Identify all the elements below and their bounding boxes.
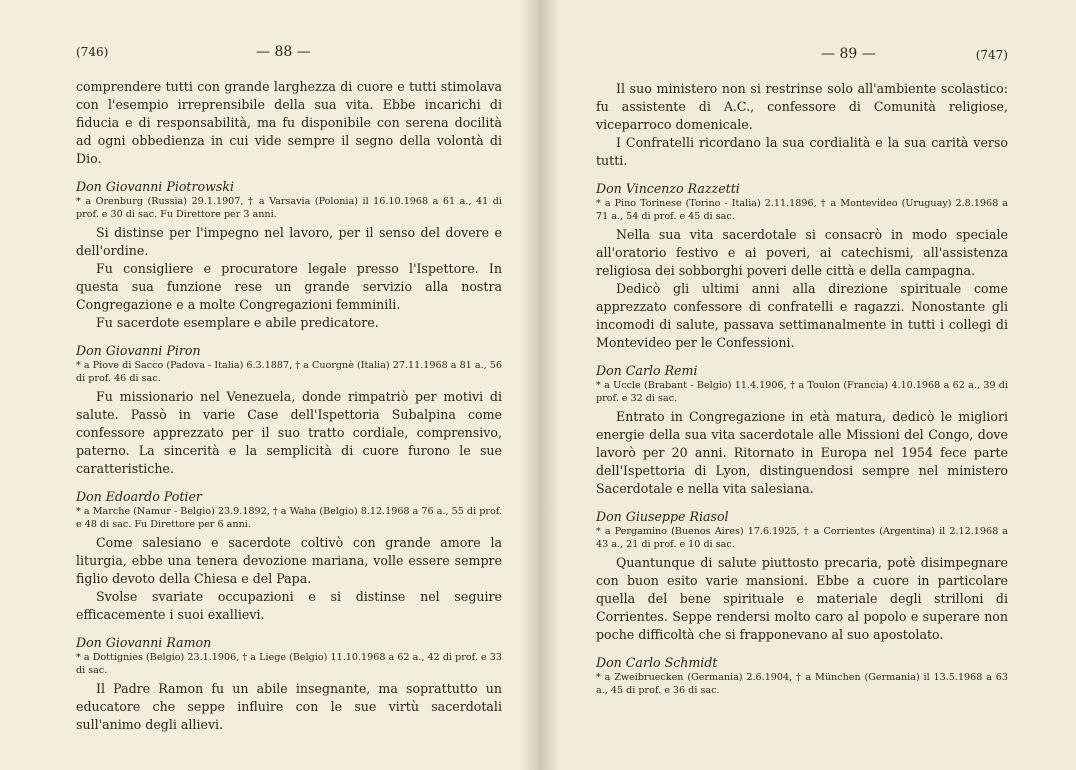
entry-bio: * a Dottignies (Belgio) 23.1.1906, † a Liege (Belgio) 11.10.1968 a 62 a., 42 di prof. e 33 di sac. [76,652,502,676]
obituary-entry [596,508,1008,644]
entry-paragraph: Entrato in Congregazione in età matura, dedicò le migliori energie della sua vita sacerdotale alle Missioni del Congo, dove lavorò per 20 anni. Ritornato in Europa nel 1954 fece parte dell'Ispettoria di Lyon, distinguendosi sempre nel ministero Sacerdotale e nella vita salesiana. [596,409,1008,496]
opening-paragraph: Il suo ministero non si restrinse solo all'ambiente scolastico: fu assistente di A.C., confessore di Comunità religiose, viceparroco domenicale. [596,81,1008,132]
entry-paragraph: Dedicò gli ultimi anni alla direzione spirituale come apprezzato confessore di confratelli e ragazzi. Nonostante gli incomodi di salute, passava settimanalmente in tutti i collegi di Montevideo per le Confessioni. [596,281,1008,350]
opening-paragraph: I Confratelli ricordano la sua cordialità e la sua carità verso tutti. [596,135,1008,168]
page-header [76,40,502,68]
entry-paragraph: Nella sua vita sacerdotale si consacrò in modo speciale all'oratorio festivo e ai poveri, ai catechismi, all'assistenza religiosa dei sobborghi poveri delle città e della campagna. [596,227,1008,278]
entry-name: Don Vincenzo Razzetti [596,181,740,196]
entry-bio: * a Orenburg (Russia) 29.1.1907, † a Varsavia (Polonia) il 16.10.1968 a 61 a., 41 di prof. e 30 di sac. Fu Direttore per 3 anni. [76,196,502,220]
entry-paragraph: Fu sacerdote esemplare e abile predicatore. [96,315,379,330]
entry-bio: * a Pergamino (Buenos Aires) 17.6.1925, † a Corrientes (Argentina) il 2.12.1968 a 43 a., 21 di prof. e 10 di sac. [596,526,1008,550]
entry-name: Don Carlo Schmidt [596,655,718,670]
entry-paragraph: Il Padre Ramon fu un abile insegnante, ma soprattutto un educatore che seppe influire con le sue virtù sacerdotali sull'animo degli allievi. [76,681,502,732]
entry-paragraph: Quantunque di salute piuttosto precaria, potè disimpegnare con buon esito varie mansioni. Ebbe a cuore in particolare quella del bene spirituale e materiale degli strilloni di Corrientes. Seppe rendersi molto caro al popolo e superare non poche difficoltà che si frapponevano al suo apostolato. [596,555,1008,642]
entry-paragraph: Come salesiano e sacerdote coltivò con grande amore la liturgia, ebbe una tenera devozione mariana, volle essere sempre figlio devoto della Chiesa e del Papa. [76,535,502,586]
obituary-entry [76,178,502,332]
entry-bio: * a Zweibruecken (Germania) 2.6.1904, † a München (Germania) il 13.5.1968 a 63 a., 45 di prof. e 36 di sac. [596,672,1008,696]
folio-number: — 89 — [821,46,876,62]
entry-bio: * a Uccle (Brabant - Belgio) 11.4.1906, † a Toulon (Francia) 4.10.1968 a 62 a., 39 di prof. e 32 di sac. [596,380,1008,404]
obituary-entry [596,362,1008,498]
folio-number: — 88 — [256,44,311,60]
opening-paragraph: comprendere tutti con grande larghezza di cuore e tutti stimolava con l'esempio irreprensibile della sua vita. Ebbe incarichi di fiducia e di responsabilità, ma fu disponibile con serena docilità ad ogni obbedienza in cui vide sempre il segno della volontà di Dio. [76,79,502,166]
obituary-entry [76,488,502,624]
page-body [76,78,502,734]
page-number: (747) [975,48,1008,62]
entry-name: Don Giuseppe Riasol [596,509,729,524]
entry-name: Don Giovanni Ramon [76,635,212,650]
entry-bio: * a Marche (Namur - Belgio) 23.9.1892, † a Waha (Belgio) 8.12.1968 a 76 a., 55 di prof. e 48 di sac. Fu Direttore per 6 anni. [76,506,502,530]
page-number: (746) [76,45,109,59]
obituary-entry [596,180,1008,352]
entry-paragraph: Fu consigliere e procuratore legale presso l'Ispettore. In questa sua funzione rese un grande servizio alla nostra Congregazione e a molte Congregazioni femminili. [76,261,502,312]
entry-name: Don Carlo Remi [596,363,698,378]
entry-paragraph: Svolse svariate occupazioni e si distinse nel seguire efficacemente i suoi exallievi. [76,589,502,622]
entry-bio: * a Piove di Sacco (Padova - Italia) 6.3.1887, † a Cuorgnè (Italia) 27.11.1968 a 81 a., 56 di prof. 46 di sac. [76,360,502,384]
entry-name: Don Giovanni Piotrowski [76,179,234,194]
obituary-entry [596,654,1008,697]
entry-paragraph: Fu missionario nel Venezuela, donde rimpatriò per motivi di salute. Passò in varie Case dell'Ispettoria Subalpina come confessore apprezzato per il suo tratto cordiale, comprensivo, paterno. La sincerità e la semplicità di cuore furono le sue caratteristiche. [76,389,502,476]
page-body [596,80,1008,697]
entry-bio: * a Pino Torinese (Torino - Italia) 2.11.1896, † a Montevideo (Uruguay) 2.8.1968 a 71 a., 54 di prof. e 45 di sac. [596,198,1008,222]
right-page [538,0,1076,770]
entry-paragraph: Si distinse per l'impegno nel lavoro, per il senso del dovere e dell'ordine. [76,225,502,258]
entry-name: Don Edoardo Potier [76,489,202,504]
obituary-entry [76,342,502,478]
obituary-entry [76,634,502,734]
entry-name: Don Giovanni Piron [76,343,201,358]
page-header [596,40,1008,68]
